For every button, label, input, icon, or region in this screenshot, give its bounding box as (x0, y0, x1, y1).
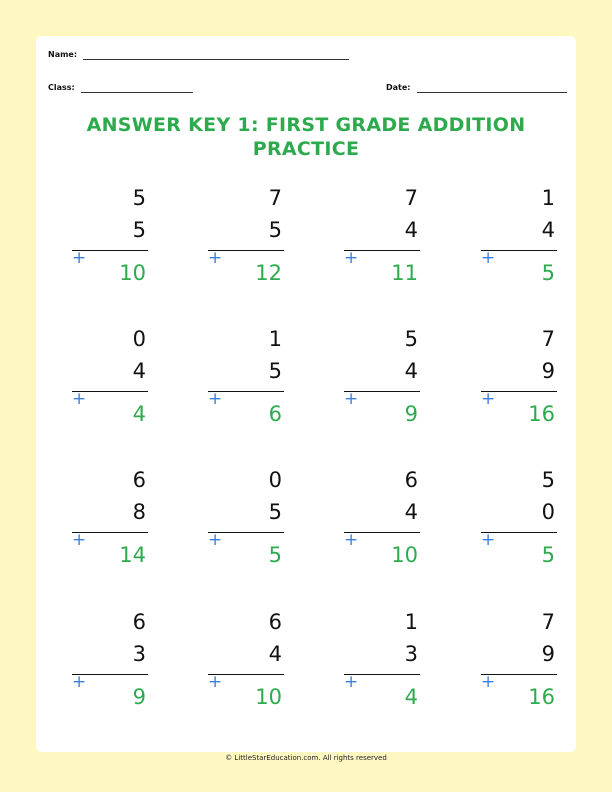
addition-problem (344, 327, 420, 431)
addend-bottom: 4 (404, 500, 418, 524)
addend-bottom: 4 (404, 359, 418, 383)
date-line[interactable] (417, 82, 567, 93)
addition-problem (481, 186, 557, 290)
addend-bottom: 5 (132, 218, 146, 242)
addition-problem (208, 468, 284, 572)
addend-bottom: 3 (404, 642, 418, 666)
answer: 16 (528, 402, 555, 426)
addition-problem (72, 186, 148, 290)
addition-problem (344, 186, 420, 290)
plus-sign: + (481, 530, 496, 550)
plus-sign: + (72, 530, 87, 550)
addend-bottom: 8 (132, 500, 146, 524)
addition-problem (481, 468, 557, 572)
answer: 11 (391, 261, 418, 285)
addend-bottom: 4 (268, 642, 282, 666)
addend-bottom: 4 (541, 218, 555, 242)
copyright-footer: © LittleStarEducation.com. All rights reserved (225, 754, 387, 762)
answer: 5 (541, 543, 555, 567)
plus-sign: + (344, 672, 359, 692)
plus-sign: + (344, 530, 359, 550)
answer: 16 (528, 685, 555, 709)
addend-top: 7 (541, 610, 555, 634)
addend-top: 1 (404, 610, 418, 634)
addend-bottom: 3 (132, 642, 146, 666)
addend-bottom: 4 (404, 218, 418, 242)
answer: 6 (268, 402, 282, 426)
addend-top: 6 (268, 610, 282, 634)
addend-top: 5 (132, 186, 146, 210)
addend-bottom: 5 (268, 218, 282, 242)
plus-sign: + (481, 389, 496, 409)
name-label: Name: (48, 50, 78, 59)
plus-sign: + (72, 389, 87, 409)
addition-problem (208, 327, 284, 431)
title-line-1: ANSWER KEY 1: FIRST GRADE ADDITION (86, 114, 526, 136)
answer: 4 (132, 402, 146, 426)
answer: 5 (541, 261, 555, 285)
answer: 14 (119, 543, 146, 567)
class-field (48, 82, 193, 93)
date-label: Date: (386, 83, 411, 92)
addend-top: 7 (541, 327, 555, 351)
addition-problem (481, 610, 557, 714)
plus-sign: + (72, 248, 87, 268)
addition-problem (344, 610, 420, 714)
addend-top: 7 (268, 186, 282, 210)
answer: 9 (132, 685, 146, 709)
addition-problem (481, 327, 557, 431)
answer: 10 (119, 261, 146, 285)
addend-top: 0 (132, 327, 146, 351)
answer: 10 (391, 543, 418, 567)
name-field (48, 49, 349, 60)
answer: 5 (268, 543, 282, 567)
addend-bottom: 9 (541, 642, 555, 666)
addition-problem (208, 610, 284, 714)
answer: 9 (404, 402, 418, 426)
page-title (0, 113, 612, 161)
answer: 4 (404, 685, 418, 709)
answer: 10 (255, 685, 282, 709)
addend-bottom: 5 (268, 359, 282, 383)
class-label: Class: (48, 83, 75, 92)
name-line[interactable] (83, 49, 349, 60)
addend-top: 6 (404, 468, 418, 492)
addend-top: 0 (268, 468, 282, 492)
plus-sign: + (344, 248, 359, 268)
answer: 12 (255, 261, 282, 285)
addend-top: 6 (132, 610, 146, 634)
date-field (386, 82, 567, 93)
plus-sign: + (481, 672, 496, 692)
plus-sign: + (481, 248, 496, 268)
addend-bottom: 4 (132, 359, 146, 383)
plus-sign: + (208, 530, 223, 550)
addend-top: 1 (541, 186, 555, 210)
addend-top: 5 (404, 327, 418, 351)
addend-bottom: 9 (541, 359, 555, 383)
addition-problem (72, 610, 148, 714)
addend-bottom: 5 (268, 500, 282, 524)
addition-problem (72, 468, 148, 572)
addition-problem (72, 327, 148, 431)
plus-sign: + (208, 389, 223, 409)
addition-problem (344, 468, 420, 572)
addend-top: 5 (541, 468, 555, 492)
plus-sign: + (72, 672, 87, 692)
class-line[interactable] (81, 82, 193, 93)
plus-sign: + (208, 248, 223, 268)
addend-top: 6 (132, 468, 146, 492)
plus-sign: + (344, 389, 359, 409)
addend-top: 7 (404, 186, 418, 210)
plus-sign: + (208, 672, 223, 692)
addend-top: 1 (268, 327, 282, 351)
title-line-2: PRACTICE (252, 138, 360, 160)
addend-bottom: 0 (541, 500, 555, 524)
addition-problem (208, 186, 284, 290)
